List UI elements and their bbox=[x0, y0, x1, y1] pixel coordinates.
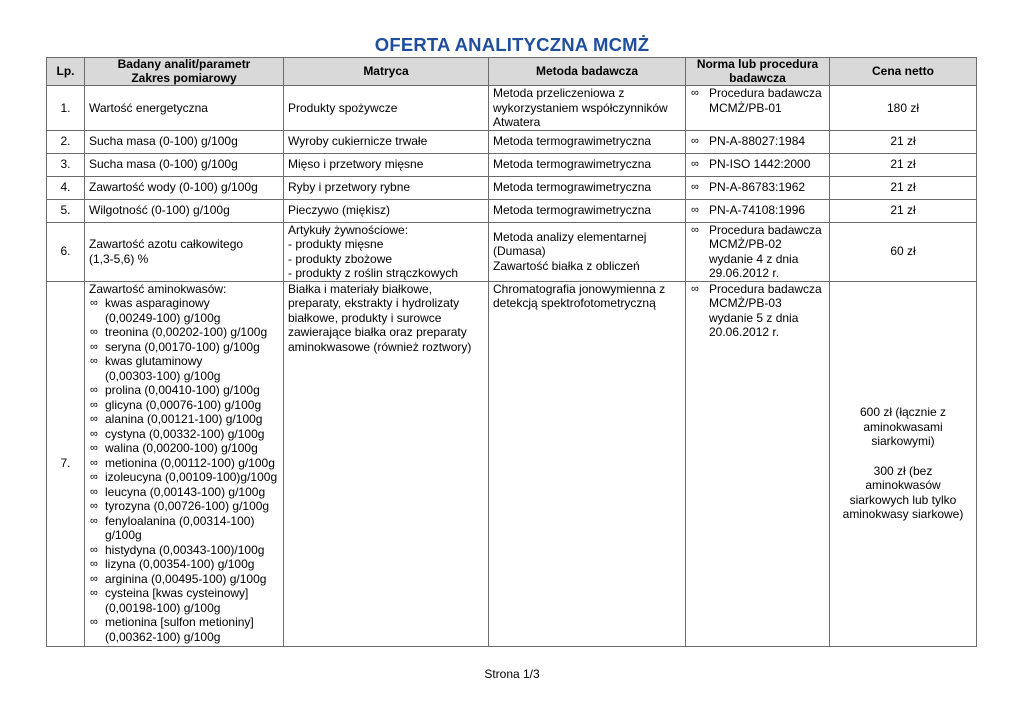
amino-name: arginina (0,00495-100) g/100g bbox=[105, 571, 267, 586]
row-price: 21 zł bbox=[830, 130, 977, 153]
row-norm-text: PN-ISO 1442:2000 bbox=[709, 157, 811, 172]
row-norm bbox=[686, 153, 830, 176]
amino-list-item bbox=[89, 412, 279, 427]
infinity-bullet-icon: ∞ bbox=[90, 587, 98, 599]
table-row bbox=[47, 199, 977, 222]
page-footer: Strona 1/3 bbox=[484, 667, 540, 681]
table-row bbox=[47, 86, 977, 131]
infinity-bullet-icon: ∞ bbox=[90, 413, 98, 425]
row-lp: 6. bbox=[47, 222, 85, 281]
table-row bbox=[47, 222, 977, 281]
row-method: Metoda analizy elementarnej (Dumasa) Zawartość białka z obliczeń bbox=[489, 222, 686, 281]
amino-list-item bbox=[89, 398, 279, 413]
amino-list-item bbox=[89, 441, 279, 456]
amino-intro: Zawartość aminokwasów: bbox=[89, 281, 227, 296]
amino-name: alanina (0,00121-100) g/100g bbox=[105, 412, 263, 426]
amino-list-item bbox=[89, 615, 279, 644]
infinity-bullet-icon: ∞ bbox=[90, 558, 98, 570]
infinity-bullet-icon: ∞ bbox=[90, 514, 98, 527]
row-lp: 5. bbox=[47, 199, 85, 222]
infinity-bullet-icon: ∞ bbox=[90, 456, 98, 469]
amino-name: lizyna (0,00354-100) g/100g bbox=[105, 557, 255, 571]
header-analyte: Badany analit/parametr Zakres pomiarowy bbox=[85, 58, 284, 86]
price-with-sulfur: 600 zł (łącznie z aminokwasami siarkowymi) bbox=[859, 405, 947, 449]
row-norm bbox=[686, 86, 830, 131]
table-row-7 bbox=[47, 281, 977, 646]
amino-list-item bbox=[89, 354, 279, 383]
row-method: Metoda przeliczeniowa z wykorzystaniem współczynników Atwatera bbox=[489, 86, 686, 131]
amino-name: metionina [sulfon metioniny] (0,00362-100) g/100g bbox=[105, 615, 254, 644]
row-norm-text: PN-A-88027:1984 bbox=[709, 134, 806, 149]
amino-list-item bbox=[89, 543, 279, 558]
row-lp: 7. bbox=[47, 281, 85, 646]
amino-name: izoleucyna (0,00109-100)g/100g bbox=[105, 470, 278, 484]
row-price: 60 zł bbox=[830, 222, 977, 281]
infinity-bullet-icon: ∞ bbox=[90, 326, 98, 338]
infinity-bullet-icon: ∞ bbox=[90, 485, 98, 498]
amino-name: kwas asparaginowy (0,00249-100) g/100g bbox=[105, 296, 221, 325]
row-norm bbox=[686, 199, 830, 222]
amino-list-item bbox=[89, 557, 279, 572]
amino-name: fenyloalanina (0,00314-100) g/100g bbox=[105, 513, 255, 542]
header-norm: Norma lub procedura badawcza bbox=[686, 58, 830, 86]
infinity-bullet-icon: ∞ bbox=[691, 223, 699, 236]
amino-list-item bbox=[89, 427, 279, 442]
row-analyte-amino bbox=[85, 281, 284, 646]
amino-name: walina (0,00200-100) g/100g bbox=[105, 441, 258, 455]
infinity-bullet-icon: ∞ bbox=[90, 384, 98, 396]
infinity-bullet-icon: ∞ bbox=[691, 87, 699, 99]
amino-name: metionina (0,00112-100) g/100g bbox=[105, 455, 275, 470]
row-method: Metoda termograwimetryczna bbox=[489, 176, 686, 199]
row-analyte: Zawartość azotu całkowitego (1,3-5,6) % bbox=[85, 222, 284, 281]
infinity-bullet-icon: ∞ bbox=[90, 427, 98, 440]
row-lp: 1. bbox=[47, 86, 85, 131]
row-lp: 2. bbox=[47, 130, 85, 153]
row-matrix: Artykuły żywnościowe: - produkty mięsne - produkty zbożowe - produkty z roślin strączkowych bbox=[284, 222, 489, 281]
row-analyte: Sucha masa (0-100) g/100g bbox=[85, 153, 284, 176]
row-norm-text: PN-A-74108:1996 bbox=[709, 203, 806, 218]
infinity-bullet-icon: ∞ bbox=[90, 572, 98, 585]
row-norm bbox=[686, 176, 830, 199]
amino-list-item bbox=[89, 340, 279, 355]
infinity-bullet-icon: ∞ bbox=[90, 500, 98, 512]
row-norm-text: Procedura badawcza MCMŻ/PB-02 wydanie 4 z dnia 29.06.2012 r. bbox=[709, 222, 822, 280]
amino-name: kwas glutaminowy (0,00303-100) g/100g bbox=[105, 354, 221, 383]
row-method: Metoda termograwimetryczna bbox=[489, 130, 686, 153]
infinity-bullet-icon: ∞ bbox=[691, 282, 699, 295]
row-lp: 4. bbox=[47, 176, 85, 199]
page-title: OFERTA ANALITYCZNA MCMŻ bbox=[374, 34, 650, 55]
row-matrix: Mięso i przetwory mięsne bbox=[284, 153, 489, 176]
row-matrix: Białka i materiały białkowe, preparaty, ekstrakty i hydrolizaty białkowe, produkty i surowce zawierające białka oraz preparaty aminokwasowe (również roztwory) bbox=[284, 281, 489, 646]
row-matrix: Pieczywo (miękisz) bbox=[284, 199, 489, 222]
row-matrix: Ryby i przetwory rybne bbox=[284, 176, 489, 199]
row-analyte: Wartość energetyczna bbox=[85, 86, 284, 131]
infinity-bullet-icon: ∞ bbox=[90, 297, 98, 309]
offer-table bbox=[46, 57, 977, 647]
table-row bbox=[47, 130, 977, 153]
row-norm bbox=[686, 281, 830, 646]
amino-name: prolina (0,00410-100) g/100g bbox=[105, 383, 260, 397]
header-lp: Lp. bbox=[47, 58, 85, 86]
row-price: 21 zł bbox=[830, 176, 977, 199]
row-norm bbox=[686, 130, 830, 153]
amino-list-item bbox=[89, 456, 279, 471]
amino-list-item bbox=[89, 572, 279, 587]
header-matrix: Matryca bbox=[284, 58, 489, 86]
amino-list-item bbox=[89, 499, 279, 514]
amino-name: glicyna (0,00076-100) g/100g bbox=[105, 397, 262, 412]
infinity-bullet-icon: ∞ bbox=[691, 135, 699, 148]
infinity-bullet-icon: ∞ bbox=[90, 355, 98, 367]
table-row bbox=[47, 153, 977, 176]
header-method: Metoda badawcza bbox=[489, 58, 686, 86]
infinity-bullet-icon: ∞ bbox=[691, 181, 699, 194]
infinity-bullet-icon: ∞ bbox=[90, 471, 98, 483]
row-price bbox=[830, 281, 977, 646]
row-analyte: Wilgotność (0-100) g/100g bbox=[85, 199, 284, 222]
amino-list-item bbox=[89, 586, 279, 615]
amino-name: tyrozyna (0,00726-100) g/100g bbox=[105, 499, 270, 513]
header-price: Cena netto bbox=[830, 58, 977, 86]
row-norm-text: PN-A-86783:1962 bbox=[709, 180, 806, 195]
amino-name: treonina (0,00202-100) g/100g bbox=[105, 325, 268, 339]
price-without-sulfur: 300 zł (bez aminokwasów siarkowych lub tylko aminokwasy siarkowe) bbox=[842, 463, 964, 522]
amino-name: leucyna (0,00143-100) g/100g bbox=[105, 484, 266, 499]
amino-name: histydyna (0,00343-100)/100g bbox=[105, 542, 265, 557]
amino-list-item bbox=[89, 383, 279, 398]
row-matrix: Produkty spożywcze bbox=[284, 86, 489, 131]
amino-name: cystyna (0,00332-100) g/100g bbox=[105, 426, 265, 441]
amino-name: seryna (0,00170-100) g/100g bbox=[105, 339, 260, 354]
row-method: Metoda termograwimetryczna bbox=[489, 153, 686, 176]
infinity-bullet-icon: ∞ bbox=[90, 398, 98, 411]
amino-list-item bbox=[89, 470, 279, 485]
row-analyte: Sucha masa (0-100) g/100g bbox=[85, 130, 284, 153]
row-method: Chromatografia jonowymienna z detekcją spektrofotometryczną bbox=[489, 281, 686, 646]
row-price: 21 zł bbox=[830, 153, 977, 176]
infinity-bullet-icon: ∞ bbox=[691, 204, 699, 217]
amino-list-item bbox=[89, 325, 279, 340]
amino-name: cysteina [kwas cysteinowy] (0,00198-100) g/100g bbox=[105, 586, 249, 615]
row-norm-text: Procedura badawcza MCMŻ/PB-01 bbox=[709, 86, 822, 115]
amino-list-item bbox=[89, 485, 279, 500]
infinity-bullet-icon: ∞ bbox=[90, 616, 98, 628]
row-method: Metoda termograwimetryczna bbox=[489, 199, 686, 222]
amino-list bbox=[89, 296, 279, 644]
infinity-bullet-icon: ∞ bbox=[691, 158, 699, 171]
row-norm bbox=[686, 222, 830, 281]
row-analyte: Zawartość wody (0-100) g/100g bbox=[85, 176, 284, 199]
row-lp: 3. bbox=[47, 153, 85, 176]
table-header-row bbox=[47, 58, 977, 86]
row-price: 21 zł bbox=[830, 199, 977, 222]
infinity-bullet-icon: ∞ bbox=[90, 340, 98, 353]
infinity-bullet-icon: ∞ bbox=[90, 442, 98, 454]
amino-list-item bbox=[89, 296, 279, 325]
infinity-bullet-icon: ∞ bbox=[90, 543, 98, 556]
row-matrix: Wyroby cukiernicze trwałe bbox=[284, 130, 489, 153]
row-norm-text: Procedura badawcza MCMŻ/PB-03 wydanie 5 z dnia 20.06.2012 r. bbox=[709, 281, 822, 339]
amino-list-item bbox=[89, 514, 279, 543]
table-row bbox=[47, 176, 977, 199]
row-price: 180 zł bbox=[830, 86, 977, 131]
